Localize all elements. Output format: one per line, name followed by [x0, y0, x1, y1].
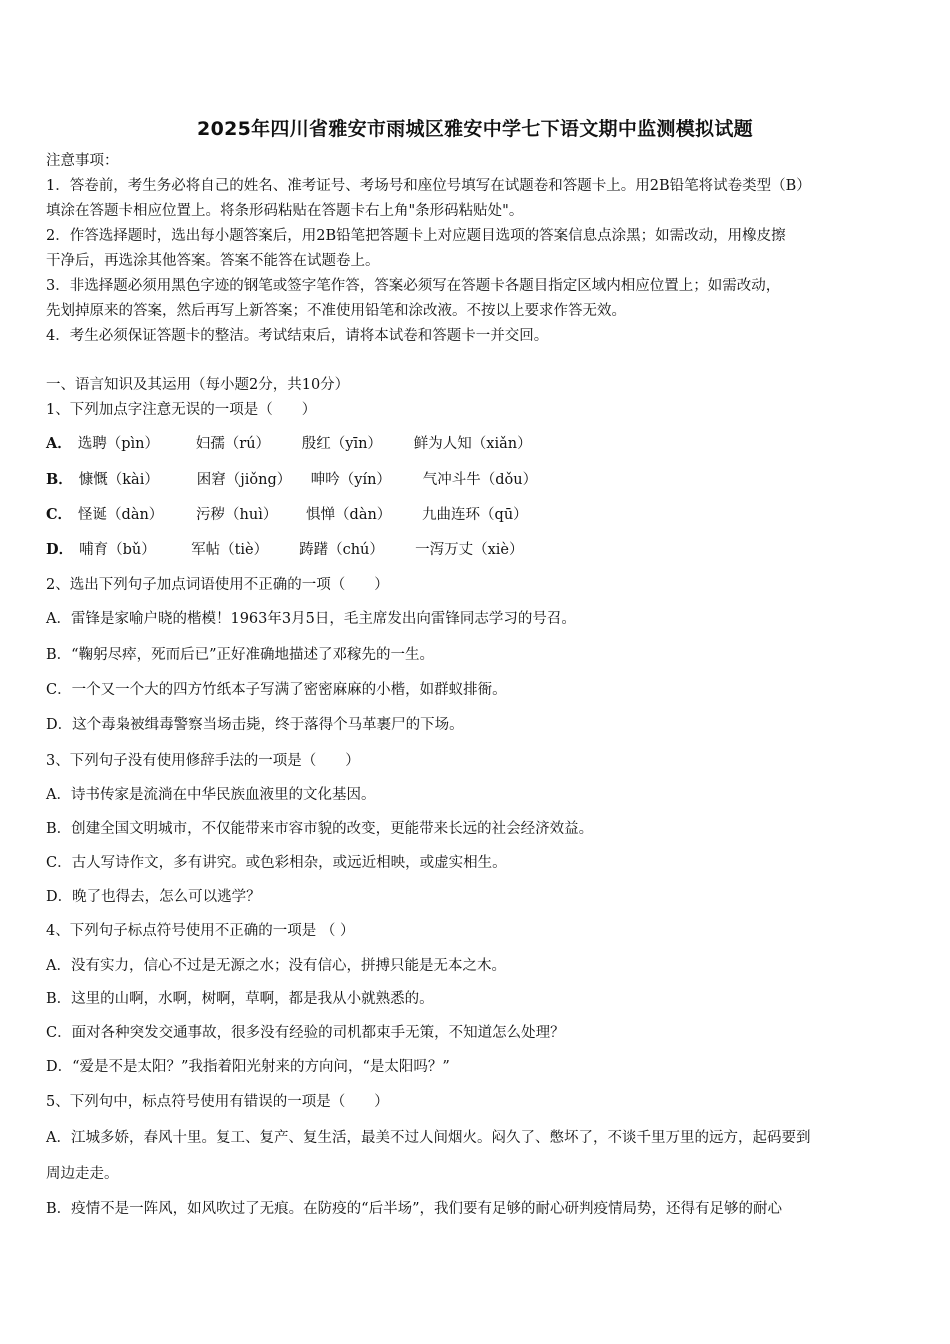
notice-line: 干净后，再选涂其他答案。答案不能答在试题卷上。 [46, 253, 380, 269]
option-item: 踌躇（chú） [299, 542, 384, 558]
notice-line: 4．考生必须保证答题卡的整洁。考试结束后，请将本试卷和答题卡一并交回。 [46, 328, 549, 344]
question-stem: 5、下列句中，标点符号使用有错误的一项是（ ） [46, 1094, 389, 1110]
option-item: 困窘（jiǒng） [196, 472, 292, 488]
option-item: 怪诞（dàn） [78, 507, 164, 523]
q3-option: A．诗书传家是流淌在中华民族血液里的文化基因。 [46, 787, 376, 803]
option-item: 污秽（huì） [196, 507, 278, 523]
q2-option: D．这个毒枭被缉毒警察当场击毙，终于落得个马革裹尸的下场。 [46, 717, 464, 733]
q2-option: B．“鞠躬尽瘁，死而后已”正好准确地描述了邓稼先的一生。 [46, 647, 434, 663]
q1-option-a [46, 433, 532, 455]
option-label: C． [46, 506, 73, 523]
q3-option: B．创建全国文明城市，不仅能带来市容市貌的改变，更能带来长远的社会经济效益。 [46, 821, 594, 837]
option-item: 选聘（pìn） [77, 436, 160, 452]
q4-option: D．“爱是不是太阳？”我指着阳光射来的方向问，“是太阳吗？” [46, 1059, 450, 1075]
notice-line: 填涂在答题卡相应位置上。将条形码粘贴在答题卡右上角"条形码粘贴处"。 [46, 203, 524, 219]
q5-option: B．疫情不是一阵风，如风吹过了无痕。在防疫的“后半场”，我们要有足够的耐心研判疫情局势，还得有足够的耐心 [46, 1201, 782, 1217]
notice-line: 1．答卷前，考生务必将自己的姓名、准考证号、考场号和座位号填写在试题卷和答题卡上。用2B铅笔将试卷类型（B） [46, 178, 811, 194]
q1-option-b [46, 469, 537, 491]
q1-option-c [46, 504, 528, 526]
notice-line: 3．非选择题必须用黑色字迹的钢笔或签字笔作答，答案必须写在答题卡各题目指定区域内相应位置上；如需改动， [46, 278, 781, 294]
section-heading: 一、语言知识及其运用（每小题2分，共10分） [46, 377, 350, 393]
notice-line: 2．作答选择题时，选出每小题答案后，用2B铅笔把答题卡上对应题目选项的答案信息点涂黑；如需改动，用橡皮擦 [46, 228, 786, 244]
option-item: 一泻万丈（xiè） [415, 542, 524, 558]
option-label: D． [46, 541, 74, 558]
option-item: 妇孺（rú） [195, 436, 271, 452]
page-title: 2025年四川省雅安市雨城区雅安中学七下语文期中监测模拟试题 [197, 118, 753, 140]
option-item: 鲜为人知（xiǎn） [413, 436, 532, 452]
option-label: A． [46, 435, 72, 452]
option-item: 军帖（tiè） [191, 542, 269, 558]
option-item: 慷慨（kài） [78, 472, 159, 488]
q3-option: C．古人写诗作文，多有讲究。或色彩相杂，或远近相映，或虚实相生。 [46, 855, 507, 871]
notice-line: 先划掉原来的答案，然后再写上新答案；不准使用铅笔和涂改液。不按以上要求作答无效。 [46, 303, 626, 319]
q3-option: D．晚了也得去，怎么可以逃学？ [46, 889, 261, 905]
option-item: 惧惮（dàn） [306, 507, 392, 523]
notice-heading: 注意事项： [46, 153, 119, 169]
question-stem: 4、下列句子标点符号使用不正确的一项是 （ ） [46, 923, 355, 939]
option-item: 呻吟（yín） [310, 472, 391, 488]
question-stem: 3、下列句子没有使用修辞手法的一项是（ ） [46, 753, 360, 769]
option-item: 哺育（bǔ） [79, 542, 156, 558]
q4-option: B．这里的山啊，水啊，树啊，草啊，都是我从小就熟悉的。 [46, 991, 434, 1007]
question-stem: 1、下列加点字注意无误的一项是（ ） [46, 402, 317, 418]
q4-option: C．面对各种突发交通事故，很多没有经验的司机都束手无策，不知道怎么处理？ [46, 1025, 565, 1041]
option-item: 气冲斗牛（dǒu） [422, 472, 538, 488]
q2-option: A．雷锋是家喻户晓的楷模！1963年3月5日，毛主席发出向雷锋同志学习的号召。 [46, 611, 576, 627]
option-item: 殷红（yīn） [301, 436, 382, 452]
q2-option: C．一个又一个大的四方竹纸本子写满了密密麻麻的小楷，如群蚁排衙。 [46, 682, 507, 698]
q4-option: A．没有实力，信心不过是无源之水；没有信心，拼搏只能是无本之木。 [46, 958, 506, 974]
q1-option-d [46, 539, 523, 561]
q5-option: A．江城多娇，春风十里。复工、复产、复生活，最美不过人间烟火。闷久了、憋坏了，不谈千里万里的远方，起码要到 [46, 1130, 811, 1146]
q5-option: 周边走走。 [46, 1166, 119, 1182]
option-label: B． [46, 471, 73, 488]
question-stem: 2、选出下列句子加点词语使用不正确的一项（ ） [46, 577, 389, 593]
option-item: 九曲连环（qū） [422, 507, 528, 523]
